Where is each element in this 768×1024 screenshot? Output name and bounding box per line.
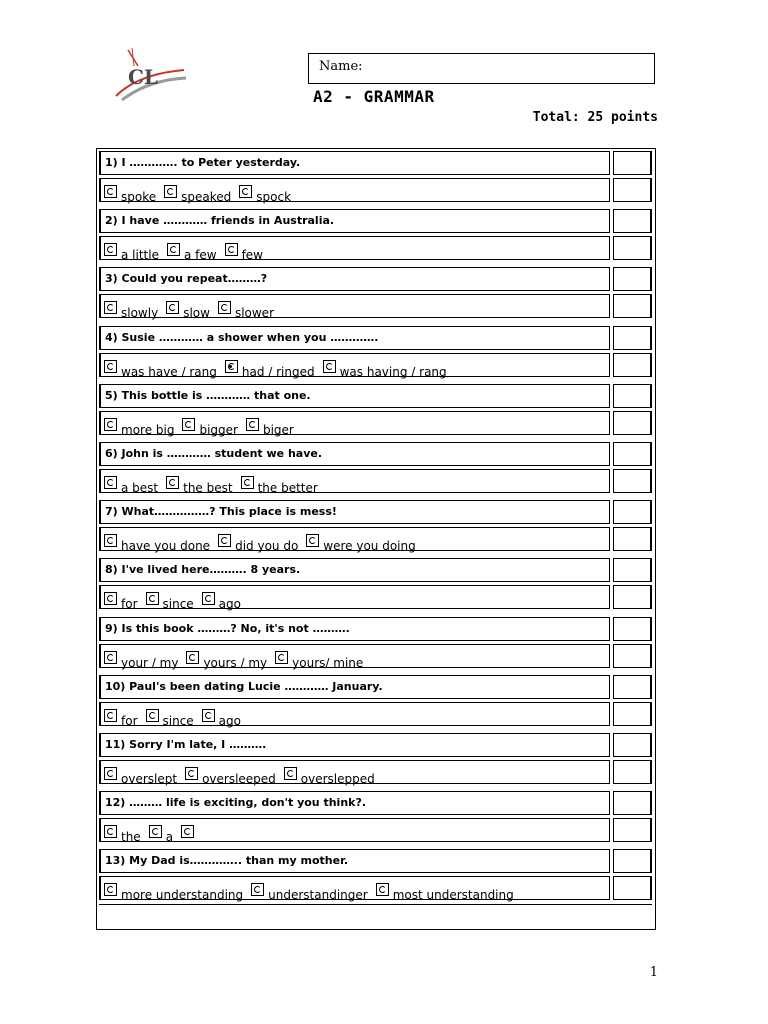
question-text: 1) I …………. to Peter yesterday. — [105, 156, 301, 169]
checkbox-icon[interactable] — [239, 185, 252, 198]
answer-row — [97, 818, 655, 844]
checkbox-icon[interactable] — [104, 185, 117, 198]
answer-option[interactable] — [182, 415, 246, 437]
question-block — [97, 382, 655, 438]
answer-option[interactable] — [164, 182, 239, 204]
answer-option[interactable] — [167, 240, 225, 262]
checkbox-icon[interactable] — [149, 825, 162, 838]
option-label: ago — [218, 713, 241, 728]
checkbox-icon[interactable] — [104, 883, 117, 896]
answer-option[interactable] — [241, 473, 326, 495]
option-label: few — [241, 248, 263, 263]
checkbox-icon[interactable] — [186, 651, 199, 664]
options-list — [104, 357, 455, 379]
option-label: was have / rang — [121, 364, 217, 379]
options-cell — [99, 411, 610, 435]
score-cell[interactable] — [613, 469, 652, 493]
options-cell — [99, 585, 610, 612]
answer-option[interactable] — [104, 240, 167, 262]
question-block — [97, 847, 655, 903]
answer-option[interactable] — [181, 831, 206, 844]
answer-option[interactable] — [104, 473, 166, 495]
score-cell[interactable] — [613, 760, 652, 784]
question-row — [97, 500, 655, 526]
option-label: have you done — [121, 539, 211, 554]
options-list — [104, 706, 249, 728]
checkbox-icon[interactable] — [202, 709, 215, 722]
checkbox-icon[interactable] — [166, 301, 179, 314]
option-label: biger — [262, 422, 294, 437]
question-block — [97, 207, 655, 263]
question-row — [97, 384, 655, 410]
answer-row — [97, 411, 655, 437]
option-label: understandinger — [268, 888, 368, 903]
answer-option[interactable] — [166, 298, 218, 320]
checkbox-icon[interactable] — [104, 825, 117, 838]
checkbox-icon[interactable] — [104, 360, 117, 373]
answer-option[interactable] — [239, 182, 299, 204]
score-cell[interactable] — [613, 675, 652, 699]
answer-row — [97, 353, 655, 379]
options-list — [104, 822, 206, 844]
checkbox-icon[interactable] — [146, 709, 159, 722]
answer-option[interactable] — [376, 880, 522, 902]
option-label: a best — [121, 481, 159, 495]
score-cell[interactable] — [613, 236, 652, 260]
answer-option[interactable] — [306, 531, 423, 553]
answer-option[interactable] — [185, 764, 284, 786]
checkbox-icon[interactable] — [218, 534, 231, 547]
quiz-sheet — [96, 148, 656, 930]
question-cell — [99, 326, 610, 350]
option-label: more big — [121, 422, 175, 437]
answer-option[interactable] — [104, 357, 225, 379]
checkbox-icon[interactable] — [225, 360, 238, 373]
question-text: 9) Is this book ………? No, it's not ………. — [105, 621, 350, 635]
answer-row — [97, 294, 655, 320]
answer-option[interactable] — [218, 298, 282, 320]
question-cell — [99, 617, 610, 641]
checkbox-icon[interactable] — [104, 243, 117, 256]
option-label: bigger — [199, 422, 238, 437]
option-label: a few — [183, 248, 217, 263]
checkbox-icon[interactable] — [225, 243, 238, 256]
options-list — [104, 880, 522, 902]
options-list — [104, 240, 271, 262]
checkbox-icon[interactable] — [182, 418, 195, 431]
option-label: yours / my — [203, 655, 268, 670]
question-cell — [99, 733, 610, 757]
options-cell — [99, 236, 610, 263]
name-label: Name: — [319, 59, 363, 74]
question-block — [97, 149, 655, 205]
score-cell[interactable] — [613, 353, 652, 377]
answer-option[interactable] — [146, 589, 202, 611]
question-text: 10) Paul's been dating Lucie ………… January. — [105, 679, 383, 693]
question-row — [97, 849, 655, 875]
option-label: the — [121, 830, 141, 845]
checkbox-icon[interactable] — [166, 476, 179, 489]
option-label: since — [162, 597, 194, 612]
answer-option[interactable] — [104, 415, 182, 437]
score-cell[interactable] — [613, 527, 652, 551]
score-cell[interactable] — [613, 267, 652, 291]
answer-option[interactable] — [104, 706, 146, 728]
option-label: yours/ mine — [292, 655, 364, 670]
question-row — [97, 326, 655, 352]
logo-text: CL — [128, 65, 158, 89]
question-cell — [99, 791, 610, 815]
checkbox-icon[interactable] — [104, 476, 117, 489]
question-row — [97, 151, 655, 177]
checkbox-icon[interactable] — [181, 825, 194, 838]
question-cell — [99, 500, 610, 524]
options-list — [104, 298, 282, 320]
answer-option[interactable] — [149, 822, 181, 844]
checkbox-icon[interactable] — [306, 534, 319, 547]
question-cell — [99, 675, 610, 699]
option-label: slower — [234, 306, 274, 321]
question-text: 7) What……………? This place is mess! — [105, 505, 337, 519]
option-label: oversleeped — [202, 772, 276, 786]
question-text: 5) This bottle is ………… that one. — [105, 388, 311, 402]
option-label: speaked — [181, 190, 232, 204]
answer-option[interactable] — [104, 822, 149, 844]
option-label: had / ringed — [241, 364, 315, 379]
answer-option[interactable] — [218, 531, 306, 553]
score-cell[interactable] — [613, 644, 652, 668]
answer-row — [97, 760, 655, 786]
option-label: was having / rang — [339, 364, 447, 379]
answer-option[interactable] — [166, 473, 240, 495]
answer-option[interactable] — [104, 648, 186, 670]
question-row — [97, 733, 655, 759]
options-cell — [99, 294, 610, 321]
question-row — [97, 209, 655, 235]
option-label: ago — [218, 597, 241, 612]
checkbox-icon[interactable] — [241, 476, 254, 489]
checkbox-icon[interactable] — [284, 767, 297, 780]
score-cell[interactable] — [613, 384, 652, 408]
page-title: A2 - GRAMMAR — [313, 87, 435, 106]
company-logo — [108, 44, 188, 104]
checkbox-icon[interactable] — [164, 185, 177, 198]
answer-row — [97, 178, 655, 204]
answer-row — [97, 236, 655, 262]
score-cell[interactable] — [613, 326, 652, 350]
question-block — [97, 440, 655, 496]
option-label: a — [165, 830, 174, 845]
score-cell[interactable] — [613, 500, 652, 524]
options-cell — [99, 876, 610, 903]
answer-option[interactable] — [104, 531, 218, 553]
question-cell — [99, 267, 610, 291]
question-text: 11) Sorry I'm late, I ………. — [105, 738, 267, 751]
checkbox-icon[interactable] — [104, 767, 117, 780]
option-label: your / my — [121, 655, 179, 670]
answer-row — [97, 876, 655, 902]
option-label: overslept — [121, 772, 178, 786]
question-text: 13) My Dad is………….. than my mother. — [105, 854, 349, 868]
question-cell — [99, 849, 610, 873]
checkbox-icon[interactable] — [104, 709, 117, 722]
question-cell — [99, 558, 610, 582]
option-label: overslepped — [300, 772, 375, 786]
question-block — [97, 498, 655, 554]
answer-option[interactable] — [202, 706, 249, 728]
answer-option[interactable] — [202, 589, 249, 611]
answer-option[interactable] — [275, 648, 371, 670]
answer-option[interactable] — [104, 589, 146, 611]
checkbox-icon[interactable] — [104, 534, 117, 547]
question-cell — [99, 384, 610, 408]
checkbox-icon[interactable] — [167, 243, 180, 256]
options-cell — [99, 527, 610, 554]
answer-option[interactable] — [251, 880, 376, 902]
question-cell — [99, 442, 610, 466]
answer-option[interactable] — [186, 648, 275, 670]
question-block — [97, 265, 655, 321]
options-cell — [99, 353, 610, 377]
answer-option[interactable] — [225, 357, 323, 379]
checkbox-icon[interactable] — [104, 301, 117, 314]
options-cell — [99, 644, 610, 668]
score-cell[interactable] — [613, 702, 652, 726]
checkbox-icon[interactable] — [202, 592, 215, 605]
option-label: the better — [257, 481, 318, 495]
total-points: Total: 25 points — [532, 110, 658, 125]
option-label: slow — [183, 306, 210, 321]
answer-row — [97, 527, 655, 553]
answer-option[interactable] — [146, 706, 202, 728]
options-list — [104, 182, 299, 204]
options-cell — [99, 178, 610, 202]
options-list — [104, 415, 302, 437]
question-block — [97, 731, 655, 787]
options-cell — [99, 702, 610, 726]
answer-option[interactable] — [104, 298, 166, 320]
score-cell[interactable] — [613, 411, 652, 435]
option-label: spoke — [121, 190, 157, 204]
answer-row — [97, 702, 655, 728]
question-block — [97, 556, 655, 612]
checkbox-icon[interactable] — [104, 651, 117, 664]
checkbox-icon[interactable] — [104, 418, 117, 431]
score-cell[interactable] — [613, 876, 652, 900]
options-list — [104, 531, 424, 553]
answer-option[interactable] — [104, 880, 251, 902]
options-cell — [99, 469, 610, 493]
question-row — [97, 442, 655, 468]
question-row — [97, 267, 655, 293]
answer-option[interactable] — [246, 415, 302, 437]
score-cell[interactable] — [613, 585, 652, 609]
checkbox-icon[interactable] — [246, 418, 259, 431]
options-list — [104, 589, 249, 611]
empty-footer-row — [99, 904, 652, 927]
option-label: since — [162, 713, 194, 728]
answer-row — [97, 469, 655, 495]
score-cell[interactable] — [613, 733, 652, 757]
score-cell[interactable] — [613, 209, 652, 233]
score-cell[interactable] — [613, 178, 652, 202]
question-text: 8) I've lived here………. 8 years. — [105, 563, 301, 577]
answer-row — [97, 644, 655, 670]
answer-option[interactable] — [284, 764, 383, 786]
option-label: more understanding — [121, 888, 244, 903]
question-row — [97, 791, 655, 817]
question-text: 3) Could you repeat………? — [105, 272, 268, 286]
options-list — [104, 764, 383, 786]
checkbox-icon[interactable] — [146, 592, 159, 605]
checkbox-icon[interactable] — [104, 592, 117, 605]
option-label: for — [121, 597, 138, 612]
answer-row — [97, 585, 655, 611]
question-block — [97, 789, 655, 845]
question-block — [97, 615, 655, 671]
question-text: 12) ……… life is exciting, don't you think?. — [105, 796, 367, 810]
option-label: spock — [256, 190, 292, 204]
options-cell — [99, 818, 610, 845]
answer-option[interactable] — [225, 240, 271, 262]
option-label: for — [121, 713, 138, 728]
score-cell[interactable] — [613, 617, 652, 641]
answer-option[interactable] — [323, 357, 455, 379]
option-label: did you do — [235, 539, 299, 554]
checkbox-icon[interactable] — [376, 883, 389, 896]
question-block — [97, 324, 655, 380]
question-text: 4) Susie ………… a shower when you …………. — [105, 330, 379, 344]
question-row — [97, 558, 655, 584]
option-label: most understanding — [392, 888, 514, 903]
answer-option[interactable] — [104, 764, 185, 786]
name-field[interactable] — [308, 53, 655, 84]
option-label: a little — [121, 248, 159, 263]
score-cell[interactable] — [613, 151, 652, 175]
option-label: were you doing — [323, 539, 416, 554]
question-row — [97, 617, 655, 643]
page-number: 1 — [649, 965, 658, 980]
checkbox-icon[interactable] — [275, 651, 288, 664]
options-list — [104, 473, 326, 495]
question-text: 2) I have ………… friends in Australia. — [105, 214, 335, 228]
score-cell[interactable] — [613, 818, 652, 842]
question-cell — [99, 209, 610, 233]
score-cell[interactable] — [613, 294, 652, 318]
score-cell[interactable] — [613, 791, 652, 815]
checkbox-icon[interactable] — [218, 301, 231, 314]
checkbox-icon[interactable] — [185, 767, 198, 780]
question-row — [97, 675, 655, 701]
checkbox-icon[interactable] — [323, 360, 336, 373]
score-cell[interactable] — [613, 849, 652, 873]
options-cell — [99, 760, 610, 784]
checkbox-icon[interactable] — [251, 883, 264, 896]
option-label: the best — [183, 481, 233, 495]
question-text: 6) John is ………… student we have. — [105, 447, 323, 460]
answer-option[interactable] — [104, 182, 164, 204]
score-cell[interactable] — [613, 558, 652, 582]
question-cell — [99, 151, 610, 175]
question-block — [97, 673, 655, 729]
option-label: slowly — [121, 306, 159, 321]
score-cell[interactable] — [613, 442, 652, 466]
options-list — [104, 648, 371, 670]
